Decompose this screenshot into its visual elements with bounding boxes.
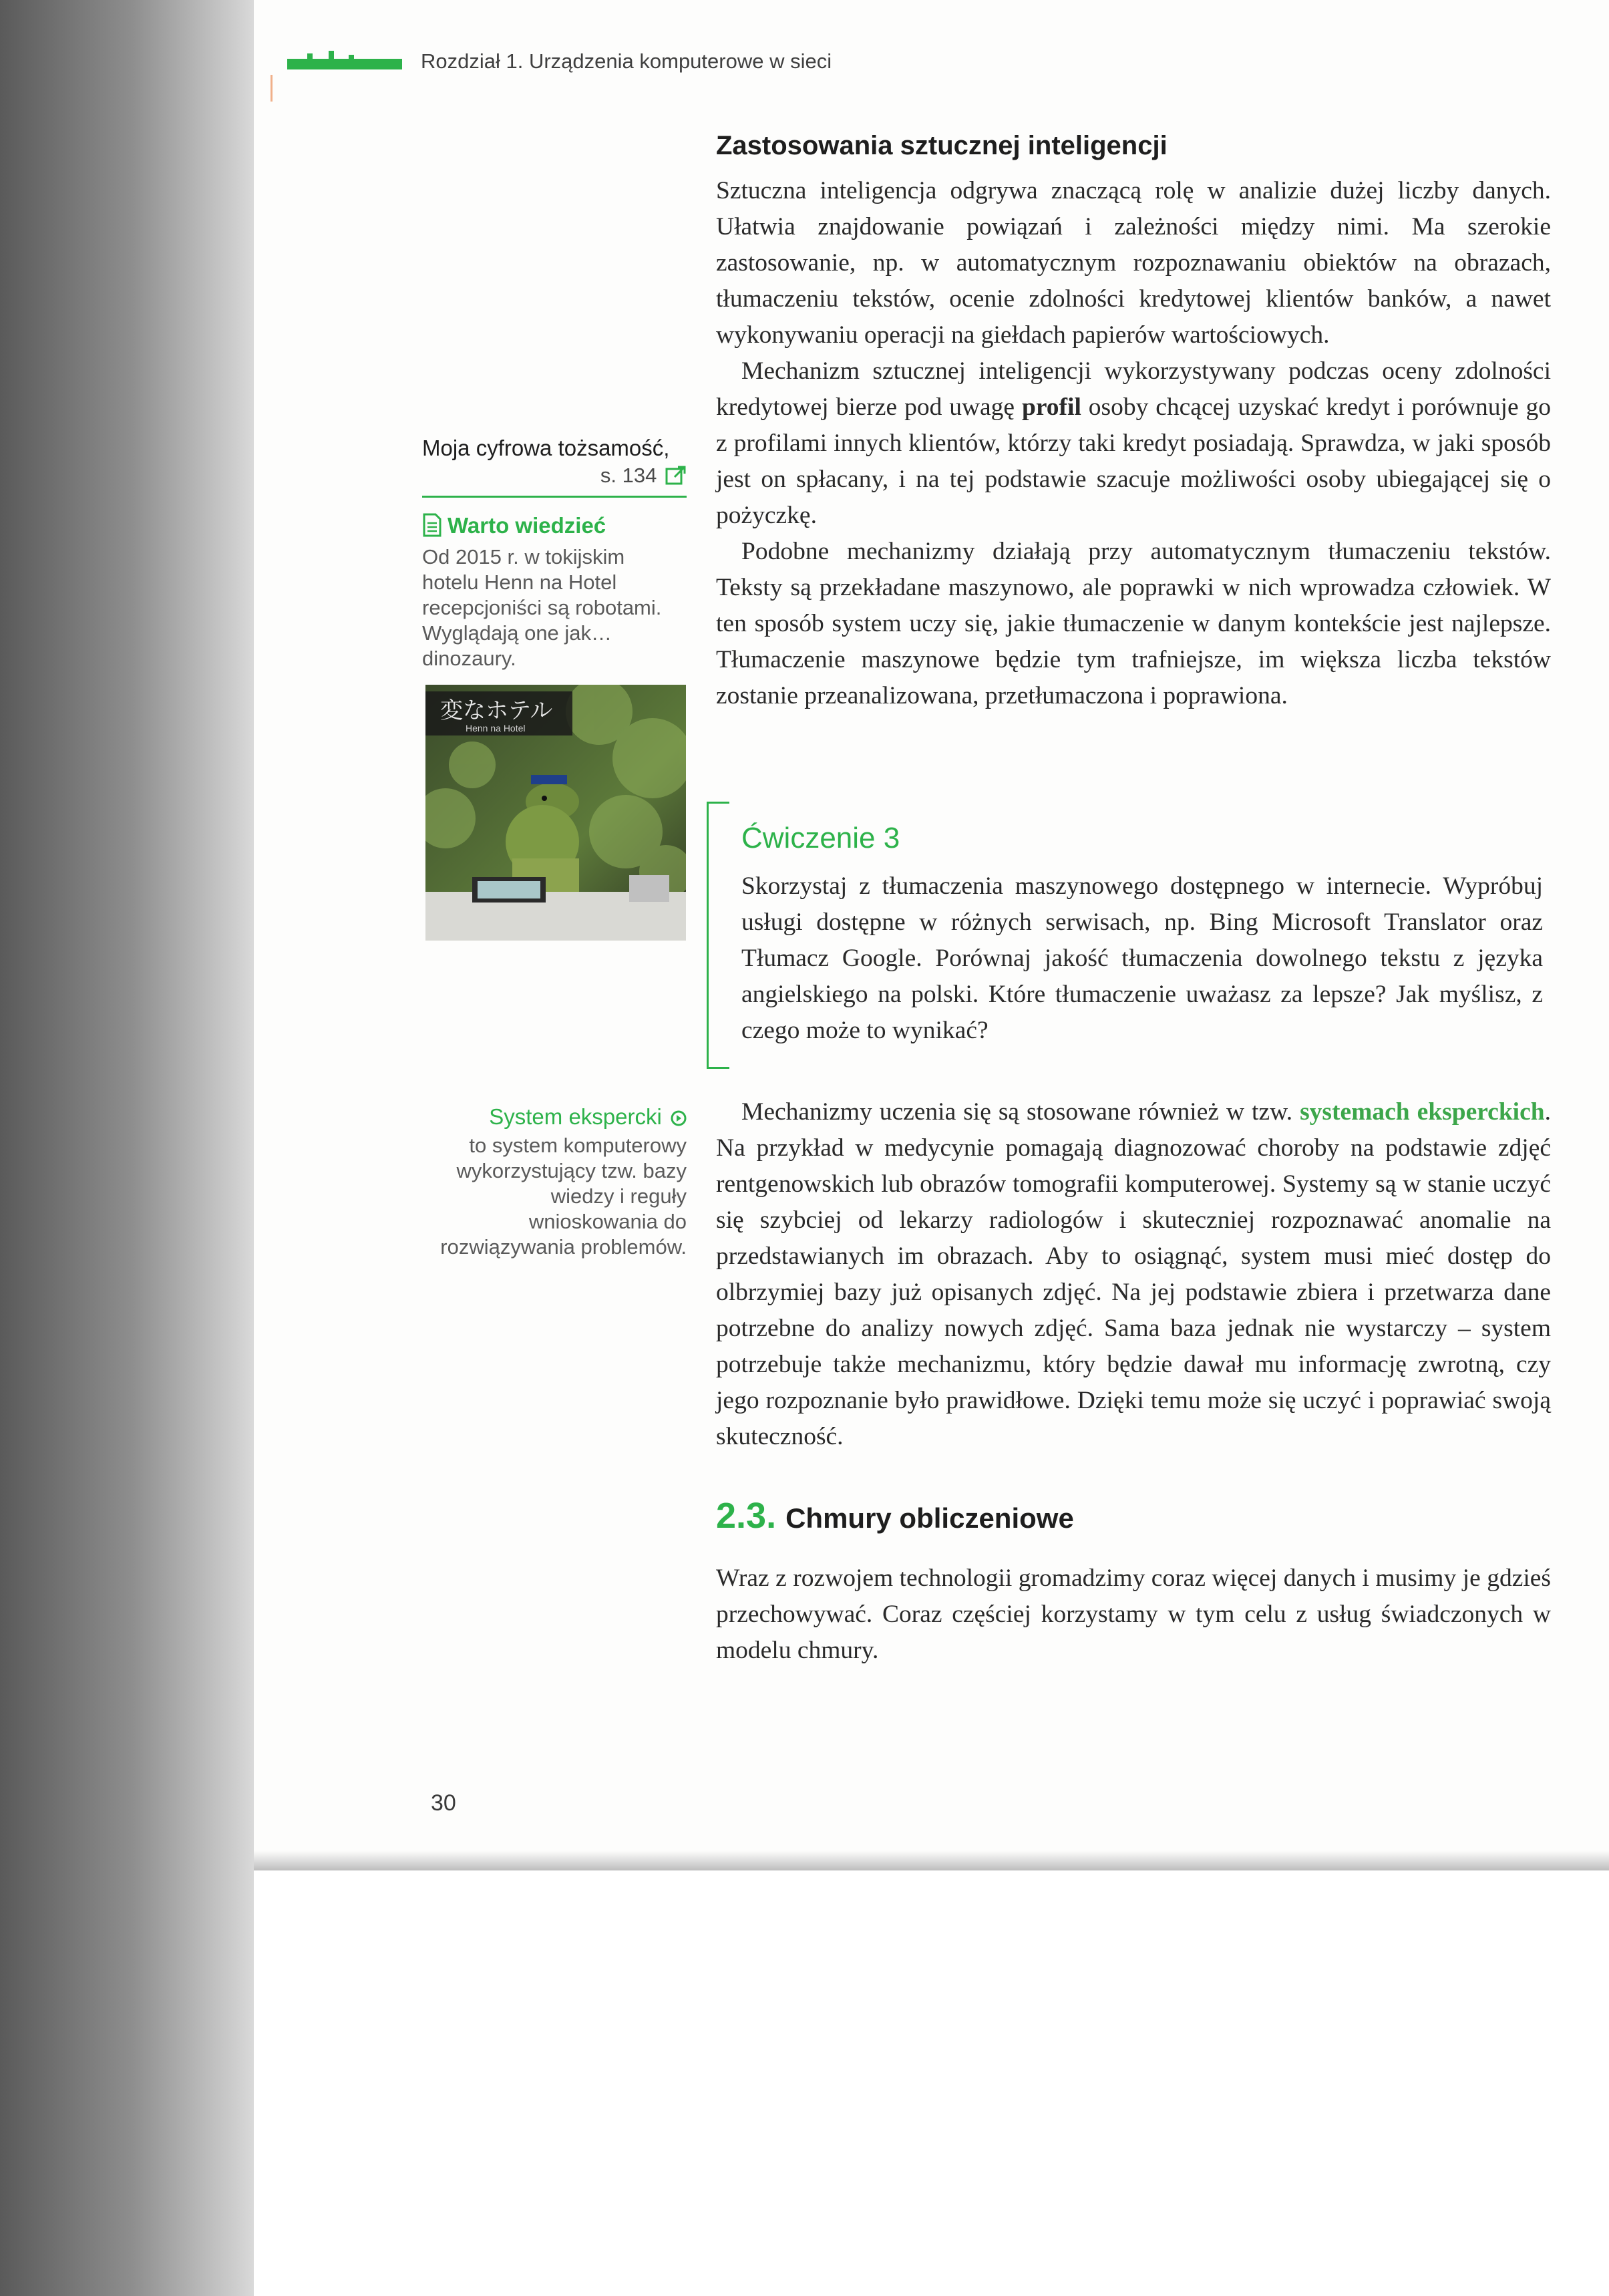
sidebar-divider bbox=[422, 496, 687, 498]
exercise-title: Ćwiczenie 3 bbox=[741, 822, 900, 854]
keyword-systemach-eksperckich: systemach eksperckich bbox=[1300, 1098, 1545, 1126]
subsection-heading bbox=[716, 1495, 1551, 1536]
paragraph-3: Podobne mechanizmy działają przy automatycznym tłumaczeniu tekstów. Teksty są przekładane maszynowo, ale poprawki w nich wprowadza człowiek. W ten sposób system uczy się, jakie tłumaczenie w danym kontekście jest najlepsze. Tłumaczenie maszynowe będzie tym trafniejsze, im większa liczba tekstów zostanie przeanalizowana, przetłumaczona i poprawiona. bbox=[716, 538, 1551, 709]
definition-box bbox=[422, 1104, 687, 1260]
margin-mark bbox=[271, 75, 273, 102]
subsection-title: Chmury obliczeniowe bbox=[785, 1502, 1074, 1534]
exercise-box bbox=[707, 802, 1550, 1069]
subsection-number: 2.3. bbox=[716, 1496, 777, 1536]
definition-text: to system komputerowy wykorzystujący tzw. bazy wiedzy i reguły wnioskowania do rozwiązywania problemów. bbox=[440, 1134, 687, 1259]
running-head: Rozdział 1. Urządzenia komputerowe w sieci bbox=[421, 49, 832, 73]
chapter-logo bbox=[287, 53, 402, 71]
warto-wiedziec-text: Od 2015 r. w tokijskim hotelu Henn na Hotel recepcjoniści są robotami. Wyglądają one jak… dinozaury. bbox=[422, 545, 662, 670]
exercise-text: Skorzystaj z tłumaczenia maszynowego dostępnego w internecie. Wypróbuj usługi dostępne w różnych serwisach, np. Bing Microsoft Translator oraz Tłumacz Google. Porównaj jakość tłumaczenia dowolnego tekstu z języka angielskiego na polski. Które tłumaczenie uważasz za lepsze? Jak myślisz, z czego może to wynikać? bbox=[741, 872, 1543, 1044]
keyword-profil: profil bbox=[1021, 393, 1081, 421]
main-column-lower bbox=[716, 1094, 1551, 1669]
paragraph-5: Wraz z rozwojem technologii gromadzimy coraz więcej danych i musimy je gdzieś przechowywać. Coraz częściej korzystamy w tym celu z usług świadczonych w modelu chmury. bbox=[716, 1565, 1551, 1664]
paragraph-2: Mechanizm sztucznej inteligencji wykorzystywany podczas oceny zdolności kredytowej bierze pod uwagę profil osoby chcącej uzyskać kredyt i porównuje go z profilami innych klientów, którzy taki kredyt posiadają. Sprawdza, w jaki sposób jest on spłacany, i na tej podstawie szacuje możliwości osoby ubiegającej się o pożyczkę. bbox=[716, 357, 1551, 529]
scanner-background bbox=[254, 1864, 1609, 2296]
external-link-icon bbox=[665, 465, 687, 485]
hotel-robot-photo bbox=[425, 685, 686, 941]
circle-arrow-icon bbox=[671, 1110, 687, 1126]
paragraph-4: Mechanizmy uczenia się są stosowane również w tzw. systemach eksperckich. Na przykład w medycynie pomagają diagnozować choroby na podstawie zdjęć rentgenowskich lub obrazów tomografii komputerowej. Systemy są w stanie uczyć się szybciej od lekarzy radiologów i skuteczniej rozpoznawać anomalie na przedstawianych im obrazach. Aby to osiągnąć, system musi mieć dostęp do olbrzymiej bazy już opisanych zdjęć. Na jej podstawie zbiera i przetwarza dane potrzebne do analizy nowych zdjęć. Sama baza jednak nie wystarczy – system potrzebuje także mechanizmu, który będzie dawał mu informację zwrotną, czy jego rozpoznanie było prawidłowe. Dzięki temu może się uczyć i poprawiać swoją skuteczność. bbox=[716, 1098, 1551, 1450]
sidebar-top bbox=[422, 434, 687, 671]
scan-shadow bbox=[0, 0, 294, 2296]
document-icon bbox=[422, 513, 442, 537]
crossref-page[interactable]: s. 134 bbox=[422, 462, 687, 489]
photo-sign-sub: Henn na Hotel bbox=[466, 723, 526, 733]
main-column bbox=[716, 131, 1551, 714]
photo-sign: 変なホテル bbox=[440, 697, 553, 724]
definition-term: System ekspercki bbox=[422, 1104, 687, 1130]
page-number: 30 bbox=[431, 1790, 456, 1816]
section-title: Zastosowania sztucznej inteligencji bbox=[716, 131, 1168, 160]
paragraph-1: Sztuczna inteligencja odgrywa znaczącą rolę w analizie dużej liczby danych. Ułatwia znajdowanie powiązań i zależności między nimi. Ma szerokie zastosowanie, np. w automatycznym rozpoznawaniu obiektów na obrazach, tłumaczeniu tekstów, ocenie zdolności kredytowej klientów banków, a nawet wykonywaniu operacji na giełdach papierów wartościowych. bbox=[716, 177, 1551, 349]
warto-wiedziec-title: Warto wiedzieć bbox=[422, 511, 687, 540]
page-edge bbox=[254, 1850, 1609, 1870]
crossref-title: Moja cyfrowa tożsamość, bbox=[422, 436, 670, 460]
